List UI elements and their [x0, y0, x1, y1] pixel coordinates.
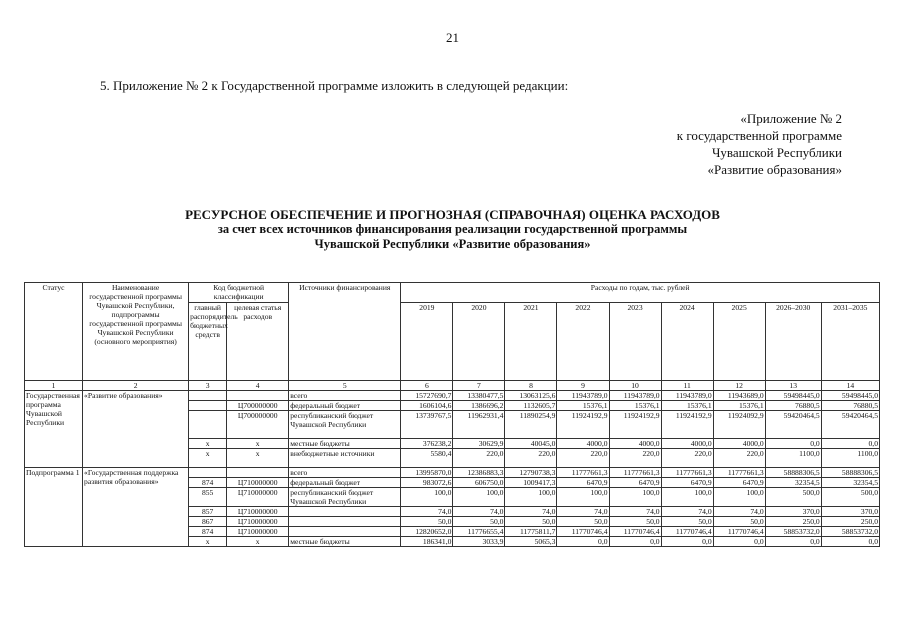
chief-code: x — [189, 439, 227, 449]
appendix-line: «Приложение № 2 — [740, 111, 842, 126]
column-number: 5 — [289, 381, 401, 391]
chief-code: 874 — [189, 478, 227, 488]
expense-value: 370,0 — [821, 507, 879, 517]
appendix-line: «Развитие образования» — [707, 162, 842, 177]
expense-value: 15727690,7 — [401, 391, 453, 401]
header-target: целевая статья расходов — [227, 303, 289, 381]
expense-value: 100,0 — [557, 488, 609, 507]
row-program-name: «Развитие образования» — [83, 391, 189, 468]
expense-value: 13739767,5 — [401, 411, 453, 439]
expense-value: 100,0 — [505, 488, 557, 507]
expense-value: 59420464,5 — [765, 411, 821, 439]
expense-value: 74,0 — [557, 507, 609, 517]
target-code — [227, 468, 289, 478]
target-code: Ц710000000 — [227, 527, 289, 537]
expense-value: 50,0 — [505, 517, 557, 527]
expense-value: 1386696,2 — [453, 401, 505, 411]
expense-value: 11777661,3 — [661, 468, 713, 478]
expense-value: 11770746,4 — [609, 527, 661, 537]
expense-value: 0,0 — [765, 439, 821, 449]
expense-value: 0,0 — [821, 537, 879, 547]
expense-value: 220,0 — [713, 449, 765, 468]
expense-value: 5580,4 — [401, 449, 453, 468]
expense-value: 50,0 — [661, 517, 713, 527]
expense-value: 11777661,3 — [609, 468, 661, 478]
chief-code — [189, 401, 227, 411]
expense-value: 0,0 — [821, 439, 879, 449]
program-group — [25, 391, 880, 468]
expense-value: 58853732,0 — [765, 527, 821, 537]
target-code — [227, 391, 289, 401]
expense-value: 4000,0 — [713, 439, 765, 449]
expense-value: 220,0 — [453, 449, 505, 468]
expense-value: 0,0 — [557, 537, 609, 547]
expense-value: 11924192,9 — [557, 411, 609, 439]
title-line-2: за счет всех источников финансирования реализации государственной программы — [217, 222, 688, 236]
expense-value: 11770746,4 — [661, 527, 713, 537]
expense-value: 11777661,3 — [713, 468, 765, 478]
expense-value: 11890254,9 — [505, 411, 557, 439]
expense-value: 11962931,4 — [453, 411, 505, 439]
expense-value: 50,0 — [401, 517, 453, 527]
expense-value: 12790738,3 — [505, 468, 557, 478]
expense-value: 74,0 — [609, 507, 661, 517]
header-year: 2025 — [713, 303, 765, 381]
column-number: 12 — [713, 381, 765, 391]
column-number: 2 — [83, 381, 189, 391]
header-year: 2024 — [661, 303, 713, 381]
chief-code — [189, 468, 227, 478]
funding-source: местные бюджеты — [289, 439, 401, 449]
expense-value: 50,0 — [609, 517, 661, 527]
appendix-line: Чувашской Республики — [711, 145, 842, 160]
header-code: Код бюджетной классификации — [189, 283, 289, 303]
expense-value: 1606104,6 — [401, 401, 453, 411]
funding-source: федеральный бюджет — [289, 401, 401, 411]
funding-source — [289, 527, 401, 537]
chief-code: 874 — [189, 527, 227, 537]
expense-value: 13380477,5 — [453, 391, 505, 401]
expense-value: 15376,1 — [557, 401, 609, 411]
target-code: Ц710000000 — [227, 478, 289, 488]
column-number: 7 — [453, 381, 505, 391]
expense-value: 0,0 — [661, 537, 713, 547]
expense-value: 500,0 — [765, 488, 821, 507]
table-row — [25, 391, 880, 401]
expense-value: 1132605,7 — [505, 401, 557, 411]
funding-source — [289, 517, 401, 527]
expense-value: 100,0 — [401, 488, 453, 507]
header-chief: главный распорядитель бюджетных средств — [189, 303, 227, 381]
funding-source: всего — [289, 391, 401, 401]
chief-code: 857 — [189, 507, 227, 517]
expense-value: 30629,9 — [453, 439, 505, 449]
expense-value: 983072,6 — [401, 478, 453, 488]
column-number: 10 — [609, 381, 661, 391]
expense-value: 100,0 — [661, 488, 713, 507]
expense-value: 58853732,0 — [821, 527, 879, 537]
expense-value: 74,0 — [661, 507, 713, 517]
column-number: 14 — [821, 381, 879, 391]
title-line-1: РЕСУРСНОЕ ОБЕСПЕЧЕНИЕ И ПРОГНОЗНАЯ (СПРАВОЧНАЯ) ОЦЕНКА РАСХОДОВ — [185, 207, 720, 222]
expense-value: 13995870,0 — [401, 468, 453, 478]
expense-value: 0,0 — [765, 537, 821, 547]
header-year: 2021 — [505, 303, 557, 381]
expense-value: 100,0 — [609, 488, 661, 507]
expense-value: 250,0 — [821, 517, 879, 527]
chief-code — [189, 391, 227, 401]
funding-source: местные бюджеты — [289, 537, 401, 547]
funding-source: всего — [289, 468, 401, 478]
expense-value: 100,0 — [713, 488, 765, 507]
appendix-line: к государственной программе — [676, 128, 842, 143]
chief-code: x — [189, 537, 227, 547]
expense-value: 4000,0 — [609, 439, 661, 449]
header-year: 2020 — [453, 303, 505, 381]
header-expenses: Расходы по годам, тыс. рублей — [401, 283, 880, 303]
header-year: 2023 — [609, 303, 661, 381]
row-status: Государственная программа Чувашской Республики — [25, 391, 83, 468]
expense-value: 59498445,0 — [765, 391, 821, 401]
expense-value: 11770746,4 — [713, 527, 765, 537]
column-number: 8 — [505, 381, 557, 391]
header-year: 2022 — [557, 303, 609, 381]
expense-value: 12386883,3 — [453, 468, 505, 478]
header-year: 2031–2035 — [821, 303, 879, 381]
chief-code — [189, 411, 227, 439]
expense-value: 186341,0 — [401, 537, 453, 547]
target-code: Ц700000000 — [227, 411, 289, 439]
expense-value: 74,0 — [713, 507, 765, 517]
expense-value: 15376,1 — [713, 401, 765, 411]
expense-value: 6470,9 — [713, 478, 765, 488]
expense-value: 11924092,9 — [713, 411, 765, 439]
expense-value: 100,0 — [453, 488, 505, 507]
expense-value: 11777661,3 — [557, 468, 609, 478]
expense-value: 15376,1 — [661, 401, 713, 411]
appendix-block — [660, 110, 842, 178]
expense-value: 5065,3 — [505, 537, 557, 547]
subprogram-group — [25, 468, 880, 547]
expense-value: 59420464,5 — [821, 411, 879, 439]
expense-value: 59498445,0 — [821, 391, 879, 401]
expense-value: 58888306,5 — [765, 468, 821, 478]
expense-value: 32354,5 — [821, 478, 879, 488]
funding-source: республиканский бюджет Чувашской Республики — [289, 488, 401, 507]
expense-value: 76880,5 — [765, 401, 821, 411]
page-number: 21 — [446, 30, 459, 45]
row-program-name: «Государственная поддержка развития образования» — [83, 468, 189, 547]
document-title — [0, 207, 905, 252]
expense-value: 6470,9 — [661, 478, 713, 488]
expense-value: 1100,0 — [765, 449, 821, 468]
chief-code: 855 — [189, 488, 227, 507]
row-status: Подпрограмма 1 — [25, 468, 83, 547]
expense-value: 4000,0 — [661, 439, 713, 449]
target-code: Ц710000000 — [227, 488, 289, 507]
chief-code: x — [189, 449, 227, 468]
budget-table — [24, 282, 880, 547]
target-code: Ц700000000 — [227, 401, 289, 411]
table-row — [25, 468, 880, 478]
expense-value: 376238,2 — [401, 439, 453, 449]
funding-source — [289, 507, 401, 517]
expense-value: 220,0 — [505, 449, 557, 468]
column-number: 13 — [765, 381, 821, 391]
target-code: Ц710000000 — [227, 507, 289, 517]
column-number: 4 — [227, 381, 289, 391]
expense-value: 32354,5 — [765, 478, 821, 488]
column-number: 9 — [557, 381, 609, 391]
header-status: Статус — [25, 283, 83, 381]
expense-value: 40045,0 — [505, 439, 557, 449]
expense-value: 15376,1 — [609, 401, 661, 411]
header-name: Наименование государственной программы Чувашской Республики, подпрограммы государственной программы Чувашской Республики (основного мероприятия) — [83, 283, 189, 381]
expense-value: 11776655,4 — [453, 527, 505, 537]
column-number: 3 — [189, 381, 227, 391]
header-year: 2026–2030 — [765, 303, 821, 381]
expense-value: 74,0 — [401, 507, 453, 517]
expense-value: 6470,9 — [557, 478, 609, 488]
expense-value: 0,0 — [609, 537, 661, 547]
target-code: Ц710000000 — [227, 517, 289, 527]
expense-value: 0,0 — [713, 537, 765, 547]
expense-value: 220,0 — [609, 449, 661, 468]
expense-value: 74,0 — [453, 507, 505, 517]
expense-value: 1100,0 — [821, 449, 879, 468]
target-code: x — [227, 537, 289, 547]
funding-source: внебюджетные источники — [289, 449, 401, 468]
expense-value: 11943789,0 — [661, 391, 713, 401]
funding-source: федеральный бюджет — [289, 478, 401, 488]
expense-value: 4000,0 — [557, 439, 609, 449]
title-line-3: Чувашской Республики «Развитие образования» — [314, 237, 591, 251]
expense-value: 6470,9 — [609, 478, 661, 488]
expense-value: 3033,9 — [453, 537, 505, 547]
expense-value: 76880,5 — [821, 401, 879, 411]
expense-value: 220,0 — [661, 449, 713, 468]
expense-value: 11943789,0 — [557, 391, 609, 401]
column-number: 6 — [401, 381, 453, 391]
expense-value: 58888306,5 — [821, 468, 879, 478]
expense-value: 11943689,0 — [713, 391, 765, 401]
expense-value: 50,0 — [453, 517, 505, 527]
chief-code: 867 — [189, 517, 227, 527]
expense-value: 50,0 — [557, 517, 609, 527]
expense-value: 50,0 — [713, 517, 765, 527]
expense-value: 220,0 — [557, 449, 609, 468]
expense-value: 606750,0 — [453, 478, 505, 488]
expense-value: 11775811,7 — [505, 527, 557, 537]
target-code: x — [227, 449, 289, 468]
expense-value: 74,0 — [505, 507, 557, 517]
table-header — [25, 283, 880, 391]
header-sources: Источники финансирования — [289, 283, 401, 381]
expense-value: 370,0 — [765, 507, 821, 517]
target-code: x — [227, 439, 289, 449]
column-number: 1 — [25, 381, 83, 391]
intro-text: 5. Приложение № 2 к Государственной программе изложить в следующей редакции: — [100, 78, 569, 93]
funding-source: республиканский бюджет Чувашской Республики — [289, 411, 401, 439]
expense-value: 11770746,4 — [557, 527, 609, 537]
expense-value: 500,0 — [821, 488, 879, 507]
expense-value: 11924192,9 — [661, 411, 713, 439]
expense-value: 11943789,0 — [609, 391, 661, 401]
expense-value: 1009417,3 — [505, 478, 557, 488]
expense-value: 250,0 — [765, 517, 821, 527]
expense-value: 12820652,0 — [401, 527, 453, 537]
column-number: 11 — [661, 381, 713, 391]
header-year: 2019 — [401, 303, 453, 381]
expense-value: 11924192,9 — [609, 411, 661, 439]
expense-value: 13063125,6 — [505, 391, 557, 401]
